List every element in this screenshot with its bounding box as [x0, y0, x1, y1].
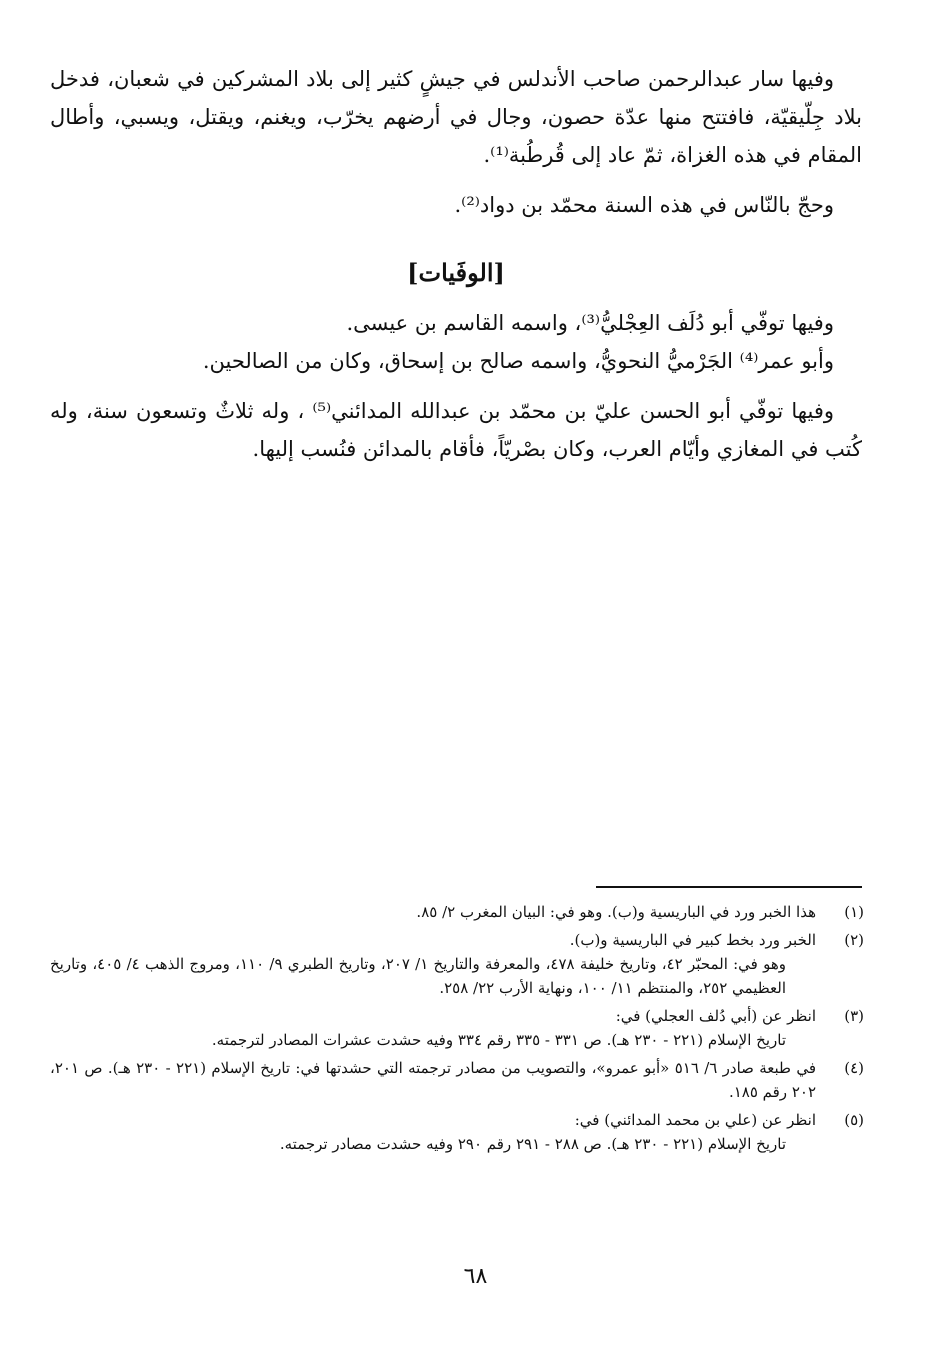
footnote-subtext: وهو في: المحبّر ٤٢، وتاريخ خليفة ٤٧٨، والمعرفة والتاريخ ١/ ٢٠٧، وتاريخ الطبري ٩/ ١١٠، ومروج الذهب ٤/ ٤٠٥، وتاريخ العظيمي ٢٥٢، والمنتظم ١١/ ١٠٠، ونهاية الأرب ٢٢/ ٢٥٨. — [50, 955, 786, 997]
main-text — [50, 60, 862, 468]
footnote — [50, 1004, 864, 1052]
footnote-subtext: تاريخ الإسلام (٢٢١ - ٢٣٠ هـ). ص ٢٨٨ - ٢٩١ رقم ٢٩٠ وفيه حشدت مصادر ترجمته. — [279, 1135, 786, 1153]
footnote-text: هذا الخبر ورد في الباريسية و(ب). وهو في: البيان المغرب ٢/ ٨٥. — [416, 903, 816, 921]
section-heading: [الوفَيات] — [407, 258, 505, 287]
footnote — [50, 1056, 864, 1104]
paragraph: وأبو عمر⁽⁴⁾ الجَرْميُّ النحويُّ، واسمه صالح بن إسحاق، وكان من الصالحين. — [202, 349, 834, 373]
footnote-number: (١) — [844, 903, 864, 921]
paragraph: وفيها توفّي أبو الحسن عليّ بن محمّد بن عبدالله المدائني⁽⁵⁾ ، وله ثلاثٌ وتسعون سنة، وله كُتب في المغازي وأيّام العرب، وكان بصْريّاً، فأقام بالمدائن فنُسب إليها. — [50, 399, 862, 461]
footnote-text: في طبعة صادر ٦/ ٥١٦ «أبو عمرو»، والتصويب من مصادر ترجمته التي حشدتها في: تاريخ الإسلام (٢٢١ - ٢٣٠ هـ). ص ٢٠١، ٢٠٢ رقم ١٨٥. — [50, 1059, 817, 1101]
page-number: ٦٨ — [463, 1264, 488, 1289]
footnote-number: (٤) — [844, 1059, 864, 1077]
footnote-number: (٣) — [844, 1007, 864, 1025]
footnote-number: (٢) — [844, 931, 864, 949]
paragraph: وحجّ بالنّاس في هذه السنة محمّد بن دواد⁽²⁾. — [454, 193, 834, 217]
footnote-subtext: تاريخ الإسلام (٢٢١ - ٢٣٠ هـ). ص ٣٣١ - ٣٣٥ رقم ٣٣٤ وفيه حشدت عشرات المصادر لترجمته. — [211, 1031, 786, 1049]
paragraph: وفيها توفّي أبو دُلَف العِجْليُّ⁽³⁾، واسمه القاسم بن عيسى. — [346, 311, 834, 335]
footnote — [50, 1108, 864, 1156]
footnote-text: الخبر ورد بخط كبير في الباريسية و(ب). — [569, 931, 816, 949]
footnote-divider — [596, 886, 862, 888]
footnote — [50, 928, 864, 1000]
footnote-number: (٥) — [844, 1111, 864, 1129]
footnote-text: انظر عن (علي بن محمد المدائني) في: — [574, 1111, 816, 1129]
paragraph: وفيها سار عبدالرحمن صاحب الأندلس في جيشٍ كثير إلى بلاد المشركين في شعبان، فدخل بلاد جِلّيقيّة، فافتتح منها عدّة حصون، وجال في أرضهم يخرّب، ويغنم، ويقتل، ويسبي، وأطال المقام في هذه الغزاة، ثمّ عاد إلى قُرطُبة⁽¹⁾. — [50, 67, 862, 167]
footnote-text: انظر عن (أبي دُلف العجلي) في: — [615, 1007, 816, 1025]
footnotes — [50, 900, 864, 1160]
footnote — [50, 900, 864, 924]
